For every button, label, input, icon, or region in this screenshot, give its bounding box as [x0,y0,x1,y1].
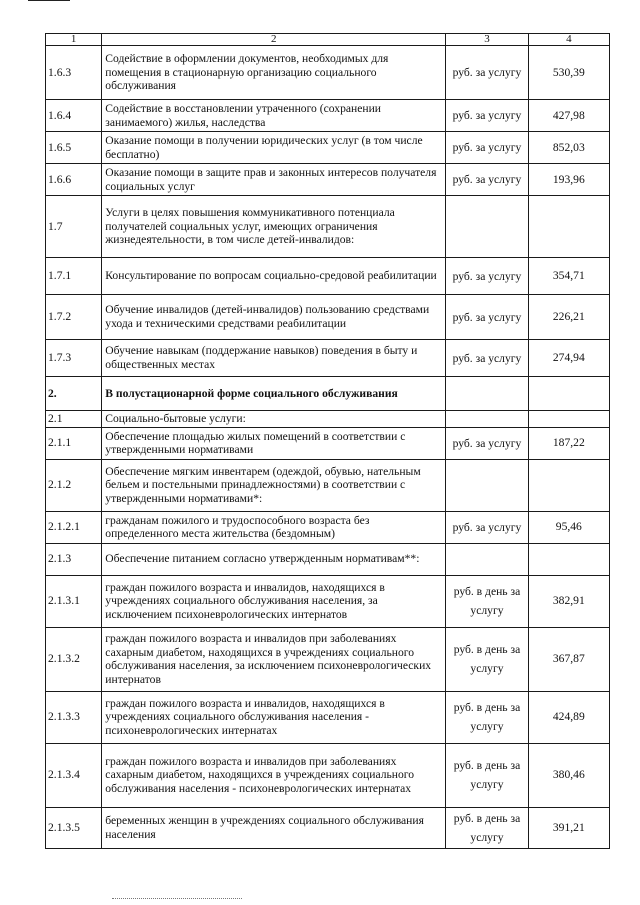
row-code-cell: 1.7.1 [46,258,102,295]
row-unit-cell: руб. в день за услугу [446,575,528,627]
row-price-cell [528,196,609,258]
row-code-cell: 2.1.3.2 [46,627,102,691]
row-description-cell: Обеспечение мягким инвентарем (одеждой, обувью, нательным бельем и постельными принадлежностями) в соответствии с утвержденными нормативами*: [102,459,446,511]
table-row [46,46,610,100]
row-unit-cell: руб. в день за услугу [446,691,528,743]
row-code-cell: 2.1 [46,411,102,428]
table-row [46,575,610,627]
table-row [46,100,610,132]
tariff-table-body [46,34,610,849]
row-price-cell [528,459,609,511]
row-unit-cell: руб. за услугу [446,164,528,196]
row-unit-cell: руб. за услугу [446,132,528,164]
row-code-cell: 1.7.2 [46,295,102,340]
row-unit-cell [446,411,528,428]
row-code-cell: 2.1.3.4 [46,743,102,807]
row-unit-cell: руб. за услугу [446,46,528,100]
row-price-cell: 95,46 [528,511,609,543]
row-description-cell: Обучение инвалидов (детей-инвалидов) пользованию средствами ухода и техническими средствами реабилитации [102,295,446,340]
row-description-cell: граждан пожилого возраста и инвалидов, находящихся в учреждениях социального обслуживания населения - психоневрологических интернатах [102,691,446,743]
row-description-cell: граждан пожилого возраста и инвалидов, находящихся в учреждениях социального обслуживания населения, за исключением психоневрологических интернатов [102,575,446,627]
row-description-cell: Содействие в оформлении документов, необходимых для помещения в стационарную организацию социального обслуживания [102,46,446,100]
table-row [46,295,610,340]
table-header-row [46,34,610,46]
row-price-cell: 274,94 [528,340,609,377]
row-price-cell: 427,98 [528,100,609,132]
row-price-cell [528,377,609,411]
row-unit-cell [446,459,528,511]
row-code-cell: 2. [46,377,102,411]
row-code-cell: 1.6.3 [46,46,102,100]
table-row [46,258,610,295]
row-description-cell: Обучение навыкам (поддержание навыков) поведения в быту и общественных местах [102,340,446,377]
row-unit-cell: руб. за услугу [446,295,528,340]
row-price-cell: 354,71 [528,258,609,295]
page-edge-mark [28,0,70,1]
row-price-cell: 380,46 [528,743,609,807]
row-price-cell [528,411,609,428]
row-unit-cell: руб. за услугу [446,427,528,459]
row-unit-cell [446,543,528,575]
row-unit-cell: руб. в день за услугу [446,627,528,691]
row-unit-cell: руб. за услугу [446,100,528,132]
row-code-cell: 2.1.3.1 [46,575,102,627]
table-row [46,132,610,164]
table-row [46,377,610,411]
table-row [46,691,610,743]
row-price-cell: 187,22 [528,427,609,459]
row-code-cell: 1.6.5 [46,132,102,164]
row-price-cell: 193,96 [528,164,609,196]
header-cell-3: 3 [446,34,528,46]
row-price-cell: 852,03 [528,132,609,164]
row-unit-cell [446,196,528,258]
row-code-cell: 1.6.6 [46,164,102,196]
table-row [46,627,610,691]
row-unit-cell: руб. за услугу [446,258,528,295]
table-row [46,427,610,459]
row-description-cell: граждан пожилого возраста и инвалидов при заболеваниях сахарным диабетом, находящихся в учреждениях социального обслуживания населения, за исключением психоневрологических интернатов [102,627,446,691]
row-unit-cell: руб. в день за услугу [446,743,528,807]
table-row [46,196,610,258]
header-cell-2: 2 [102,34,446,46]
row-code-cell: 1.7 [46,196,102,258]
header-cell-4: 4 [528,34,609,46]
row-price-cell: 367,87 [528,627,609,691]
scan-artifact [112,898,242,901]
row-code-cell: 2.1.3 [46,543,102,575]
row-code-cell: 1.6.4 [46,100,102,132]
row-description-cell: Услуги в целях повышения коммуникативного потенциала получателей социальных услуг, имеющих ограничения жизнедеятельности, в том числе детей-инвалидов: [102,196,446,258]
header-cell-1: 1 [46,34,102,46]
row-code-cell: 2.1.3.3 [46,691,102,743]
row-unit-cell [446,377,528,411]
row-code-cell: 2.1.1 [46,427,102,459]
row-description-cell: Оказание помощи в защите прав и законных интересов получателя социальных услуг [102,164,446,196]
row-unit-cell: руб. в день за услугу [446,807,528,848]
table-row [46,340,610,377]
row-code-cell: 2.1.3.5 [46,807,102,848]
table-row [46,411,610,428]
table-row [46,164,610,196]
row-description-cell: Оказание помощи в получении юридических услуг (в том числе бесплатно) [102,132,446,164]
row-code-cell: 2.1.2.1 [46,511,102,543]
row-unit-cell: руб. за услугу [446,511,528,543]
row-price-cell: 424,89 [528,691,609,743]
table-row [46,807,610,848]
row-price-cell: 226,21 [528,295,609,340]
row-description-cell: гражданам пожилого и трудоспособного возраста без определенного места жительства (бездомным) [102,511,446,543]
row-description-cell: Консультирование по вопросам социально-средовой реабилитации [102,258,446,295]
row-price-cell: 391,21 [528,807,609,848]
table-row [46,459,610,511]
row-code-cell: 2.1.2 [46,459,102,511]
row-description-cell: Содействие в восстановлении утраченного (сохранении занимаемого) жилья, наследства [102,100,446,132]
tariff-table [45,33,610,849]
table-row [46,511,610,543]
table-row [46,743,610,807]
row-description-cell: В полустационарной форме социального обслуживания [102,377,446,411]
row-price-cell: 382,91 [528,575,609,627]
row-description-cell: граждан пожилого возраста и инвалидов при заболеваниях сахарным диабетом, находящихся в учреждениях социального обслуживания населения - психоневрологических интернатах [102,743,446,807]
table-row [46,543,610,575]
row-description-cell: Социально-бытовые услуги: [102,411,446,428]
row-unit-cell: руб. за услугу [446,340,528,377]
row-description-cell: Обеспечение площадью жилых помещений в соответствии с утвержденными нормативами [102,427,446,459]
row-price-cell: 530,39 [528,46,609,100]
row-description-cell: Обеспечение питанием согласно утвержденным нормативам**: [102,543,446,575]
row-price-cell [528,543,609,575]
row-code-cell: 1.7.3 [46,340,102,377]
row-description-cell: беременных женщин в учреждениях социального обслуживания населения [102,807,446,848]
